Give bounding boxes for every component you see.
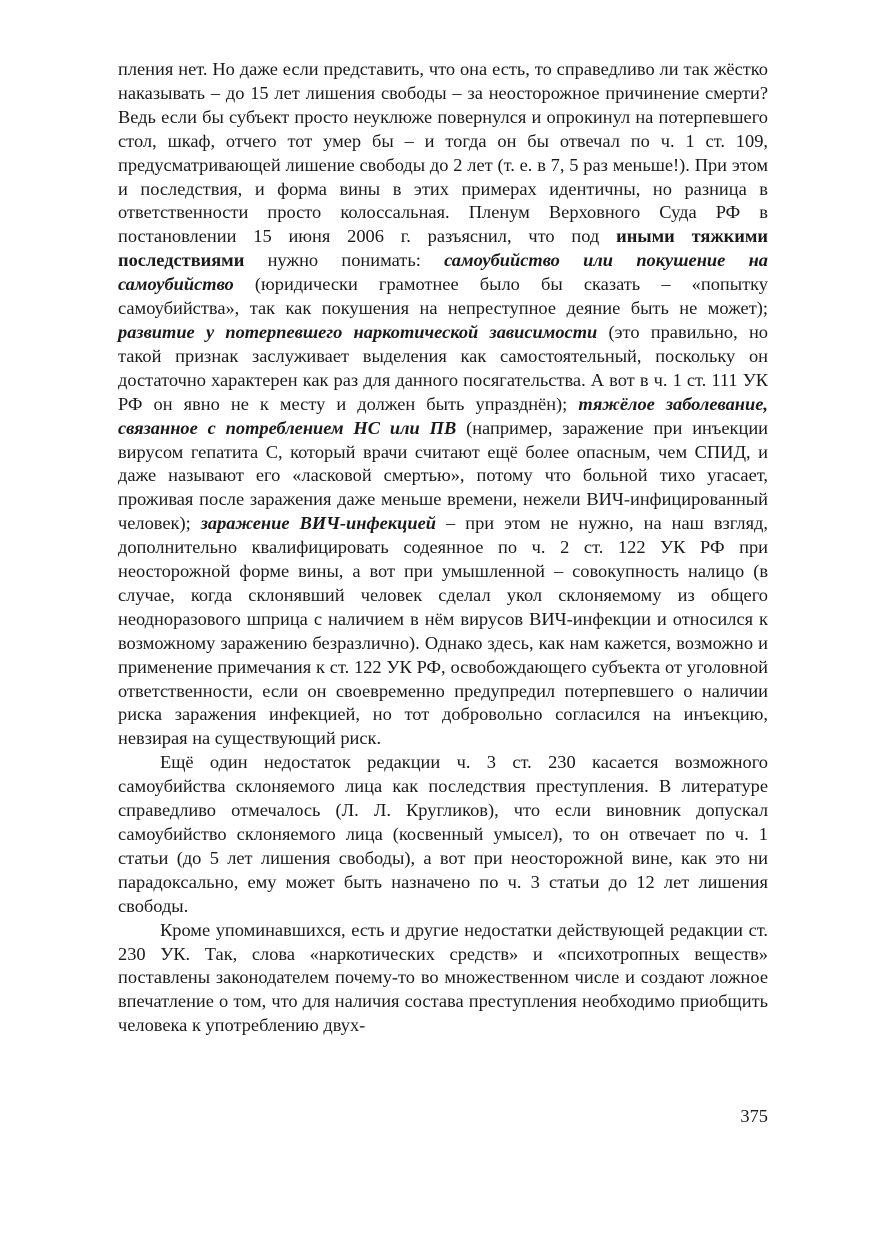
emphasized-term: развитие у потерпевшего наркотической зависимости bbox=[118, 321, 598, 342]
text-run: – при этом не нужно, на наш взгляд, дополнительно квалифицировать содеянное по ч. 2 ст. 122 УК РФ при неосторожной форме вины, а вот при умышленной – совокупность налицо (в случае, когда склонявший человек сделал укол склоняемому из общего неодноразового шприца с наличием в нём вирусов ВИЧ-инфекции и относился к возможному заражению безразлично). Однако здесь, как нам кажется, возможно и применение примечания к ст. 122 УК РФ, освобождающего субъекта от уголовной ответственности, если он своевременно предупредил потерпевшего о наличии риска заражения инфекцией, но тот добровольно согласился на инъекцию, невзирая на существующий риск. bbox=[118, 513, 769, 749]
bold-term: иными тяжкими последствиями bbox=[118, 226, 768, 271]
emphasized-term: тяжёлое заболевание, связанное с потреблением НС или ПВ bbox=[118, 393, 769, 438]
body-text bbox=[118, 58, 768, 1038]
text-run: Кроме упоминавшихся, есть и другие недостатки действующей редакции ст. 230 УК. Так, слова «наркотических средств» и «психотропных веществ» поставлены законодателем почему-то во множественном числе и создают ложное впечатление о том, что для наличия состава преступления необходимо приобщить человека к употреблению двух- bbox=[118, 919, 768, 1036]
text-run: Ещё один недостаток редакции ч. 3 ст. 230 касается возможного самоубийства склоняемого лица как последствия преступления. В литературе справедливо отмечалось (Л. Л. Кругликов), что если виновник допускал самоубийство склоняемого лица (косвенный умысел), то он отвечает по ч. 1 статьи (до 5 лет лишения свободы), а вот при неосторожной вине, как это ни парадоксально, ему может быть назначено по ч. 3 статьи до 12 лет лишения свободы. bbox=[118, 752, 768, 916]
paragraph bbox=[118, 58, 768, 751]
paragraph bbox=[118, 919, 768, 1039]
text-run: пления нет. Но даже если представить, что она есть, то справедливо ли так жёстко наказывать – до 15 лет лишения свободы – за неосторожное причинение смерти? Ведь если бы субъект просто неуклюже повернулся и опрокинул на потерпевшего стол, шкаф, отчего тот умер бы – и тогда он бы отвечал по ч. 1 ст. 109, предусматривающей лишение свободы до 2 лет (т. е. в 7, 5 раз меньше!). При этом и последствия, и форма вины в этих примерах идентичны, но разница в ответственности просто колоссальная. Пленум Верховного Суда РФ в постановлении 15 июня 2006 г. разъяснил, что под bbox=[118, 59, 768, 247]
text-run: (это правильно, но такой признак заслуживает выделения как самостоятельный, поскольку он достаточно характерен как раз для данного посягательства. А вот в ч. 1 ст. 111 УК РФ он явно не к месту и должен быть упразднён); bbox=[118, 321, 768, 414]
emphasized-term: заражение ВИЧ-инфекцией bbox=[200, 513, 436, 534]
text-run: (юридически грамотнее было бы сказать – «попытку самоубийства», так как покушения на непреступное деяние быть не может); bbox=[118, 274, 768, 319]
text-run: (например, заражение при инъекции вирусом гепатита С, который врачи считают ещё более опасным, чем СПИД, и даже называют его «ласковой смертью», потому что больной тихо угасает, проживая после заражения даже меньше времени, нежели ВИЧ-инфицированный человек); bbox=[118, 417, 769, 534]
emphasized-term: самоубийство или покушение на самоубийство bbox=[118, 250, 768, 295]
paragraph bbox=[118, 751, 768, 918]
page-number: 375 bbox=[740, 1106, 768, 1126]
text-run: нужно понимать: bbox=[244, 250, 445, 271]
